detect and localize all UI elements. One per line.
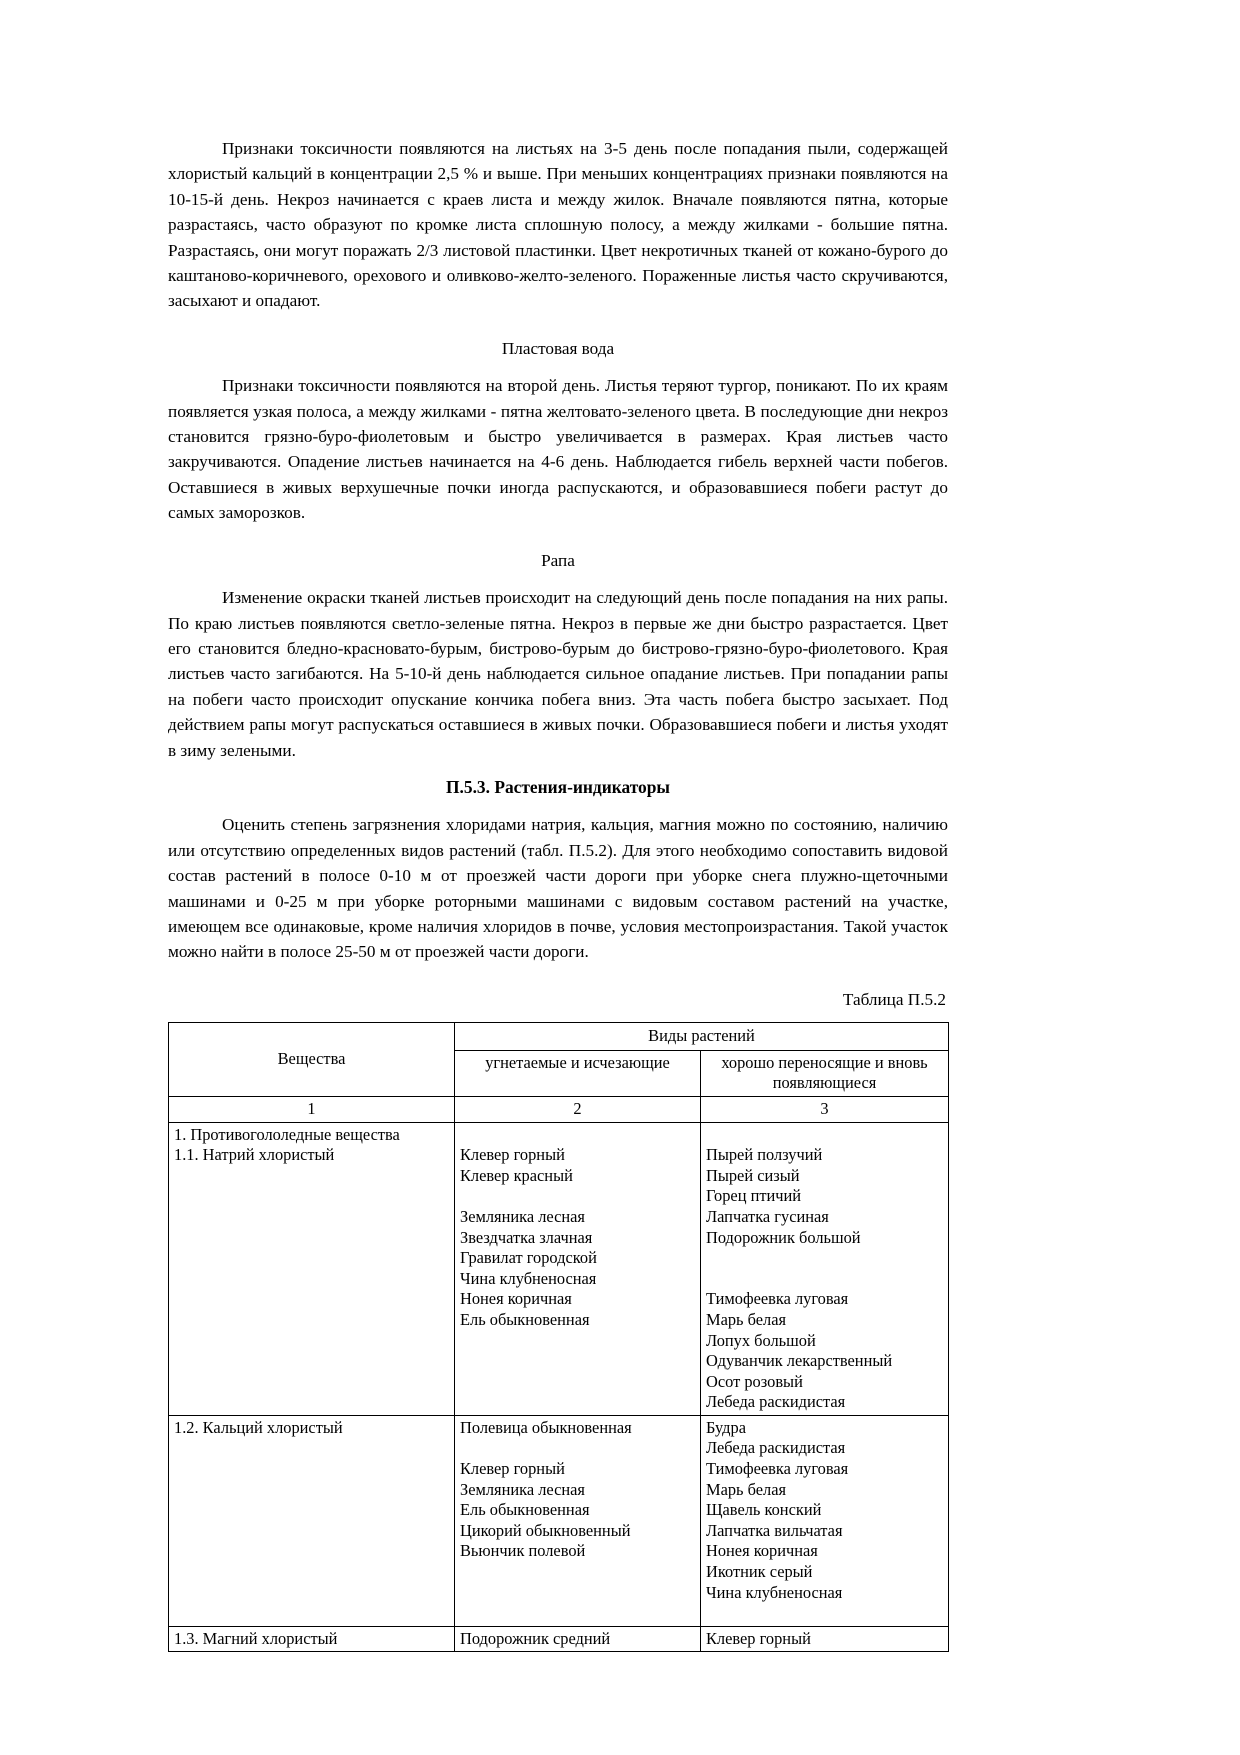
species-line: 1.1. Натрий хлористый bbox=[174, 1145, 335, 1165]
species-line: Одуванчик лекарственный bbox=[706, 1351, 893, 1371]
species-line bbox=[706, 1603, 943, 1624]
table-number-row bbox=[169, 1096, 949, 1122]
species-line: 1.2. Кальций хлористый bbox=[174, 1417, 343, 1437]
spacer bbox=[168, 573, 948, 585]
species-line: Лебеда раскидистая bbox=[706, 1438, 846, 1458]
cell-tolerant-species bbox=[701, 1122, 949, 1415]
species-line bbox=[706, 1269, 943, 1290]
cell-tolerant-species bbox=[701, 1626, 949, 1652]
species-line: Цикорий обыкновенный bbox=[460, 1520, 631, 1540]
header-substances: Вещества bbox=[169, 1023, 455, 1097]
cell-substance bbox=[169, 1415, 455, 1626]
species-line bbox=[706, 1125, 943, 1146]
species-line: Полевица обыкновенная bbox=[460, 1417, 632, 1437]
table-body bbox=[169, 1122, 949, 1652]
species-line: Пырей сизый bbox=[706, 1165, 800, 1185]
species-line: Вьюнчик полевой bbox=[460, 1541, 586, 1561]
header-tolerant-line1: хорошо переносящие и вновь bbox=[721, 1052, 928, 1072]
species-line: Гравилат городской bbox=[460, 1248, 597, 1268]
species-line: Лебеда раскидистая bbox=[706, 1392, 846, 1412]
species-line: Земляника лесная bbox=[460, 1479, 585, 1499]
species-line: 1.3. Магний хлористый bbox=[174, 1628, 338, 1648]
species-line: Ель обыкновенная bbox=[460, 1309, 590, 1329]
species-line: Клевер горный bbox=[706, 1628, 811, 1648]
species-line bbox=[460, 1186, 695, 1207]
species-line: Клевер горный bbox=[460, 1459, 565, 1479]
species-line: Чина клубненосная bbox=[706, 1582, 843, 1602]
species-line: Нонея коричная bbox=[460, 1289, 572, 1309]
species-line: Осот розовый bbox=[706, 1371, 803, 1391]
species-line: Пырей ползучий bbox=[706, 1145, 823, 1165]
column-number-2: 2 bbox=[455, 1096, 701, 1122]
column-number-3: 3 bbox=[701, 1096, 949, 1122]
species-line bbox=[460, 1603, 695, 1624]
cell-suppressed-species bbox=[455, 1626, 701, 1652]
header-plant-species: Виды растений bbox=[455, 1023, 949, 1051]
species-line: Ель обыкновенная bbox=[460, 1500, 590, 1520]
species-line bbox=[460, 1351, 695, 1372]
paragraph-plastovaya-voda: Признаки токсичности появляются на второй день. Листья теряют тургор, поникают. По их краям появляется узкая полоса, а между жилками - пятна желтовато-зеленого цвета. В последующие дни некроз становится грязно-буро-фиолетовым и быстро увеличивается в размерах. Края листьев часто закручиваются. Опадение листьев начинается на 4-6 день. Наблюдается гибель верхней части побегов. Оставшиеся в живых верхушечные почки иногда распускаются, и образовавшиеся побеги растут до самых заморозков. bbox=[168, 376, 948, 523]
spacer bbox=[168, 800, 948, 812]
species-line bbox=[460, 1438, 695, 1459]
species-line: Лапчатка гусиная bbox=[706, 1206, 829, 1226]
species-line bbox=[460, 1583, 695, 1604]
cell-substance bbox=[169, 1626, 455, 1652]
species-line bbox=[460, 1562, 695, 1583]
table-row bbox=[169, 1626, 949, 1652]
cell-suppressed-species bbox=[455, 1415, 701, 1626]
species-line: Подорожник средний bbox=[460, 1628, 611, 1648]
cell-tolerant-species bbox=[701, 1415, 949, 1626]
spacer bbox=[168, 763, 948, 775]
species-line: Звездчатка злачная bbox=[460, 1227, 593, 1247]
table-row bbox=[169, 1415, 949, 1626]
subheading-plastovaya-voda: Пластовая вода bbox=[501, 338, 615, 358]
species-line: Горец птичий bbox=[706, 1186, 802, 1206]
species-line bbox=[460, 1125, 695, 1146]
spacer bbox=[168, 361, 948, 373]
spacer bbox=[168, 314, 948, 336]
species-line: Тимофеевка луговая bbox=[706, 1289, 849, 1309]
section-heading-p53: П.5.3. Растения-индикаторы bbox=[446, 776, 670, 797]
table-header-row-group bbox=[169, 1023, 949, 1051]
species-line: Земляника лесная bbox=[460, 1206, 585, 1226]
species-line: Клевер красный bbox=[460, 1165, 573, 1185]
top-margin bbox=[168, 0, 948, 136]
species-line: Щавель конский bbox=[706, 1500, 822, 1520]
species-line: Клевер горный bbox=[460, 1145, 565, 1165]
species-line: Будра bbox=[706, 1417, 746, 1437]
species-line: Марь белая bbox=[706, 1309, 787, 1329]
header-tolerant-line2: появляющиеся bbox=[772, 1073, 877, 1093]
table-row bbox=[169, 1122, 949, 1415]
species-line: Марь белая bbox=[706, 1479, 787, 1499]
paragraph-dust: Признаки токсичности появляются на листьях на 3-5 день после попадания пыли, содержащей хлористый кальций в концентрации 2,5 % и выше. При меньших концентрациях признаки появляются на 10-15-й день. Некроз начинается с краев листа и между жилок. Вначале появляются пятна, которые разрастаясь, часто образуют по кромке листа сплошную полосу, а между жилками - большие пятна. Разрастаясь, они могут поражать 2/3 листовой пластинки. Цвет некротичных тканей от кожано-бурого до каштаново-коричневого, орехового и оливково-желто-зеленого. Пораженные листья часто скручиваются, засыхают и опадают. bbox=[168, 139, 948, 311]
plant-indicator-table bbox=[168, 1022, 949, 1652]
species-line: Тимофеевка луговая bbox=[706, 1459, 849, 1479]
species-line bbox=[706, 1248, 943, 1269]
header-suppressed: угнетаемые и исчезающие bbox=[455, 1050, 701, 1096]
species-line: Лапчатка вильчатая bbox=[706, 1520, 843, 1540]
species-line bbox=[460, 1392, 695, 1413]
cell-suppressed-species bbox=[455, 1122, 701, 1415]
spacer bbox=[168, 965, 948, 987]
paragraph-indicators: Оценить степень загрязнения хлоридами натрия, кальция, магния можно по состоянию, наличию или отсутствию определенных видов растений (табл. П.5.2). Для этого необходимо сопоставить видовой состав растений в полосе 0-10 м от проезжей части дороги при уборке снега плужно-щеточными машинами и 0-25 м при уборке роторными машинами с видовым составом растений на участке, имеющем все одинаковые, кроме наличия хлоридов в почве, условия местопроизрастания. Такой участок можно найти в полосе 25-50 м от проезжей части дороги. bbox=[168, 815, 948, 962]
species-line bbox=[460, 1372, 695, 1393]
species-line: 1. Противогололедные вещества bbox=[174, 1124, 400, 1144]
species-line bbox=[460, 1331, 695, 1352]
species-line: Подорожник большой bbox=[706, 1227, 861, 1247]
subheading-rapa: Рапа bbox=[541, 550, 575, 570]
spacer bbox=[168, 526, 948, 548]
header-tolerant bbox=[701, 1050, 949, 1096]
species-line: Нонея коричная bbox=[706, 1541, 818, 1561]
document-page bbox=[168, 0, 948, 1652]
column-number-1: 1 bbox=[169, 1096, 455, 1122]
table-caption: Таблица П.5.2 bbox=[842, 989, 946, 1009]
cell-substance bbox=[169, 1122, 455, 1415]
species-line: Лопух большой bbox=[706, 1330, 816, 1350]
species-line: Икотник серый bbox=[706, 1562, 813, 1582]
species-line: Чина клубненосная bbox=[460, 1268, 597, 1288]
paragraph-rapa: Изменение окраски тканей листьев происходит на следующий день после попадания на них рапы. По краю листьев появляются светло-зеленые пятна. Некроз в первые же дни быстро разрастается. Цвет его становится бледно-красновато-бурым, бистрово-бурым до бистрово-грязно-буро-фиолетового. Края листьев часто загибаются. На 5-10-й день наблюдается сильное опадание листьев. При попадании рапы на побеги часто происходит опускание кончика побега вниз. Эта часть побега быстро засыхает. Под действием рапы могут распускаться оставшиеся в живых почки. Образовавшиеся побеги и листья уходят в зиму зелеными. bbox=[168, 588, 948, 760]
